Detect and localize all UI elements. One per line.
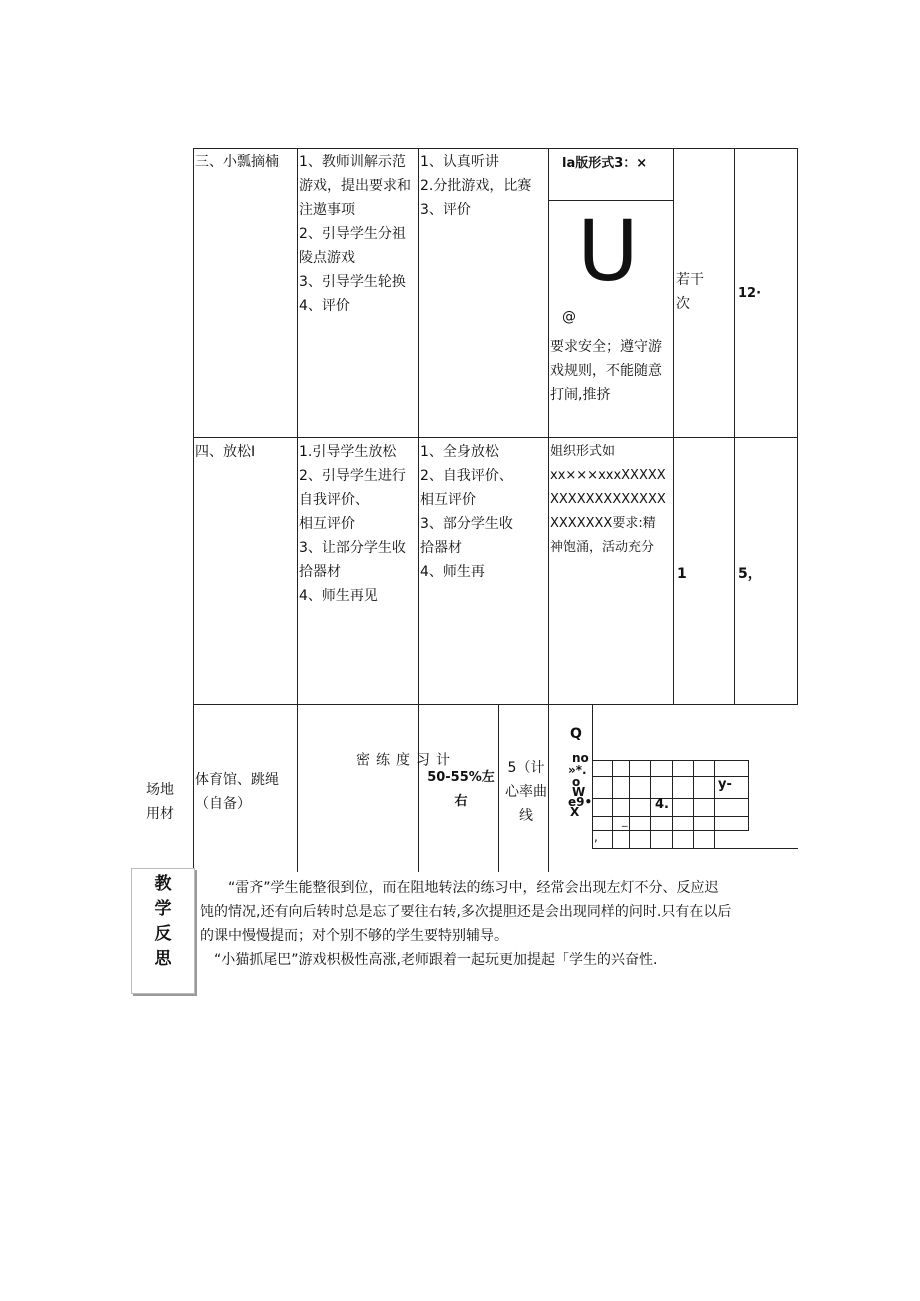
chart-label: X — [570, 805, 580, 819]
venue-label: 场地 用材 — [146, 782, 174, 822]
chart-value: y- — [718, 777, 732, 792]
duration-minutes: 5， — [738, 566, 762, 582]
table-border — [193, 704, 194, 872]
chart-grid — [592, 760, 749, 848]
table-border — [193, 148, 194, 704]
repetition-count: 若干 次 — [676, 272, 704, 312]
formation-title: la版形式3：× — [562, 156, 648, 171]
table-border — [498, 704, 499, 872]
student-activity: 1、全身放松 2、自我评价、 相互评价 3、部分学生收 拾器材 4、师生再 — [420, 444, 513, 580]
practice-density-label: 计 习 度 练 密 — [354, 752, 450, 768]
venue-equipment: 体育馆、跳绳 （自备） — [195, 772, 279, 812]
repetition-count: 1 — [677, 566, 687, 582]
chart-value: , — [594, 830, 598, 844]
reflection-line: “小猫抓尾巴”游戏枳极性高涨,老师跟着一起玩更加提起「学生的兴奋性. — [214, 952, 658, 968]
table-border — [297, 148, 298, 872]
chart-label: Q — [570, 726, 582, 742]
table-border — [592, 848, 798, 849]
section-name: 三、小瓢摘楠 — [195, 154, 279, 170]
table-border — [797, 148, 798, 704]
duration-minutes: 12· — [738, 286, 762, 301]
chart-label: W — [572, 785, 586, 799]
requirement-text: 要求安全；遵守游 戏规则，不能随意 打闹,推挤 — [550, 339, 662, 403]
formation-diagram: U — [577, 202, 639, 300]
formation-and-requirement: 姐织形式如 xx×××xxxXXXXX XXXXXXXXXXXXX XXXXXXX要求:精 神饱涌，活动充分 — [550, 444, 666, 555]
reflection-line: “雷齐”学生能整很到位，而在阻地转法的练习中，经常会出现左灯不分、反应迟 — [228, 880, 719, 896]
table-border — [193, 437, 798, 438]
chart-label: no — [572, 751, 589, 765]
table-border — [193, 704, 798, 705]
table-border — [734, 148, 735, 704]
formation-mark: @ — [562, 309, 576, 325]
chart-value: 4. — [655, 797, 669, 812]
chart-label: o — [572, 775, 581, 789]
section-name: 四、放松I — [195, 444, 256, 460]
teacher-activity: 1.引导学生放松 2、引导学生进行 自我评价、 相互评价 3、让部分学生收 拾器材 4、师生再见 — [299, 444, 406, 604]
reflection-line: 饨的情况,还有向后转时总是忘了要往右转,多次提胆还是会出现同样的问时.只有在以后 — [200, 904, 732, 920]
table-border — [673, 148, 674, 704]
reflection-title: 教 学 反 思 — [154, 874, 172, 969]
chart-label: e9• — [568, 795, 593, 809]
heart-rate-curve-label: 5（计 心率曲 线 — [505, 760, 547, 824]
student-activity: 1、认真听讲 2.分批游戏，比赛 3、评价 — [420, 154, 532, 218]
heart-rate-range: 50-55%左 右 — [427, 770, 495, 809]
reflection-line: 的课中慢慢提而；对个别不够的学生要特别辅导。 — [200, 928, 508, 944]
chart-label: »*. — [568, 763, 587, 777]
teacher-activity: 1、教师训解示范 游戏，提出要求和 注遨事项 2、引导学生分祖 陵点游戏 3、引导学生轮换 4、评价 — [299, 154, 411, 314]
reflection-text — [200, 876, 800, 972]
chart-value: _ — [622, 814, 628, 827]
table-border — [193, 148, 798, 149]
